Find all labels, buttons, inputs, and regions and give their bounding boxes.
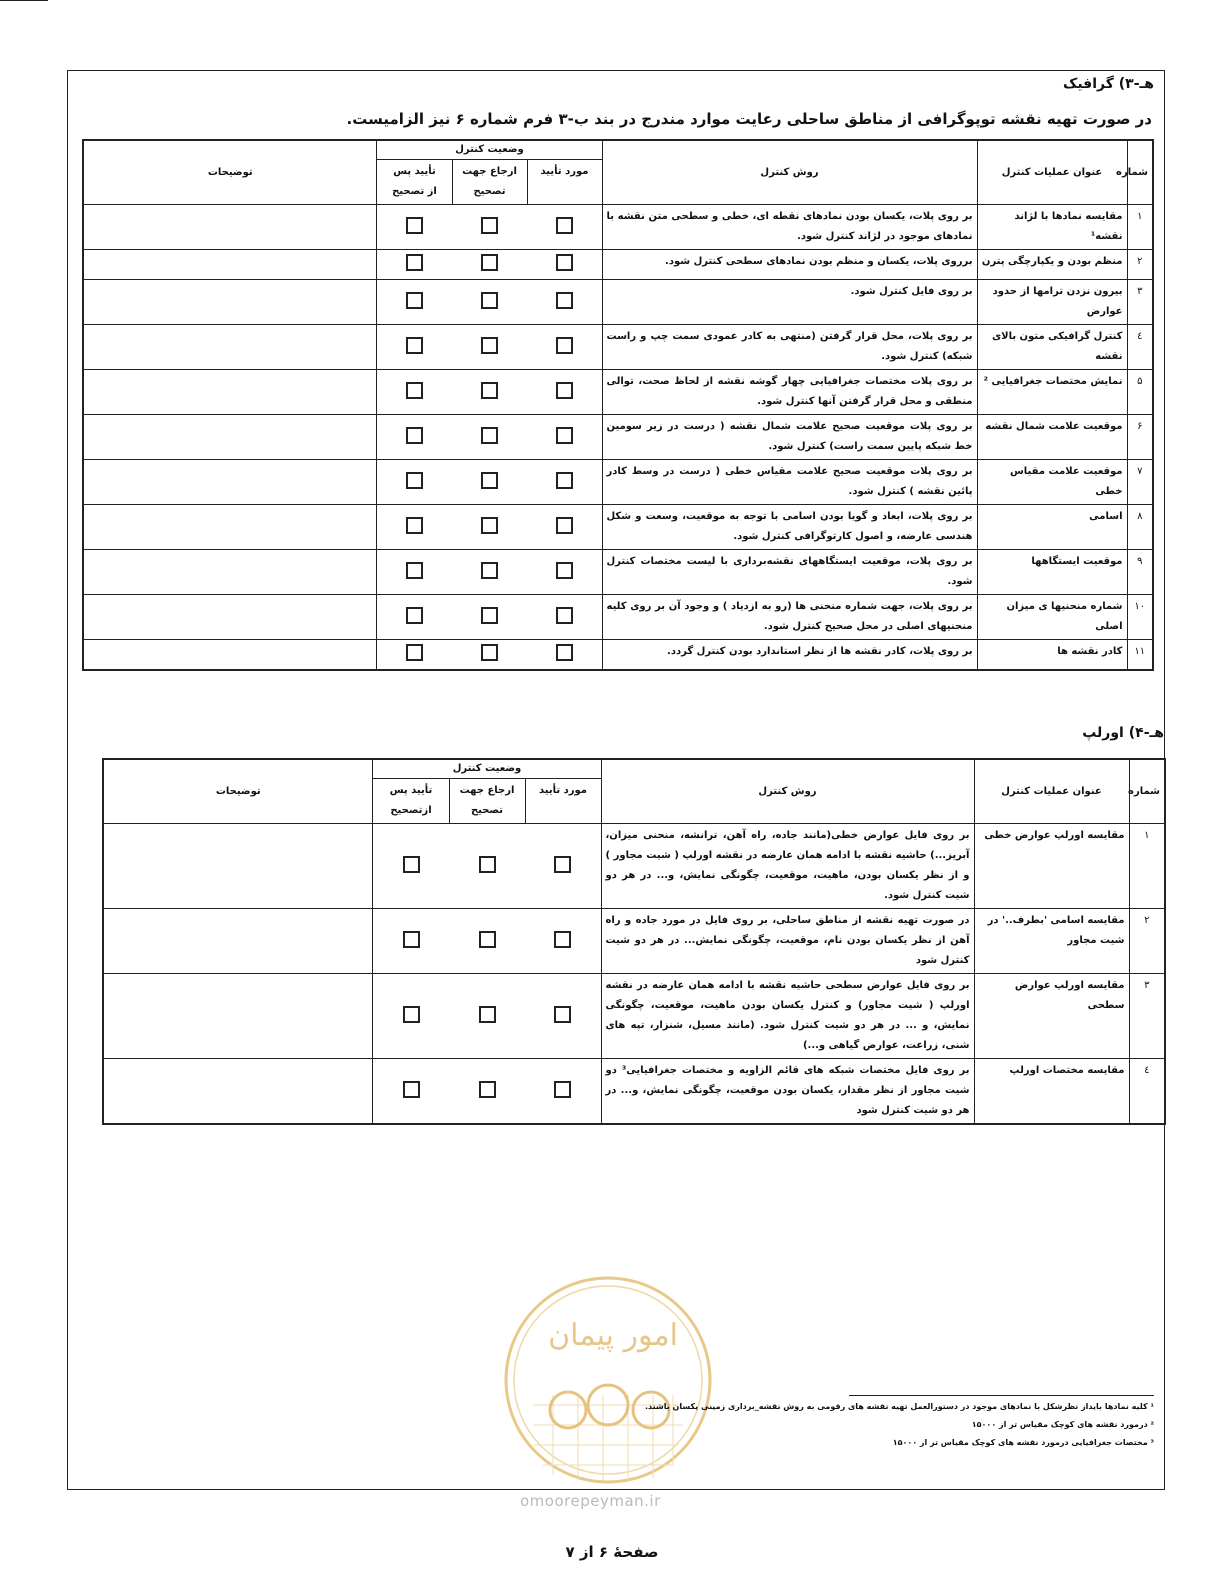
after-fix-cell: [373, 1059, 449, 1125]
return-cell: [452, 505, 527, 550]
row-number: ۷: [1127, 460, 1153, 505]
after-fix-checkbox[interactable]: [406, 217, 423, 234]
return-checkbox[interactable]: [481, 562, 498, 579]
header-approved: مورد تأیید: [525, 779, 601, 824]
after-fix-cell: [377, 370, 452, 415]
return-cell: [452, 325, 527, 370]
approved-cell: [525, 1059, 601, 1125]
row-title: موقعیت علامت مقیاس خطی: [977, 460, 1127, 505]
row-number: ۳: [1127, 280, 1153, 325]
header-method: روش کنترل: [602, 140, 977, 205]
after-fix-checkbox[interactable]: [406, 427, 423, 444]
row-notes: [103, 909, 373, 974]
row-number: ۱: [1129, 824, 1165, 909]
row-method: بر روی پلات، کادر نقشه ها از نظر استاندارد بودن کنترل گردد.: [602, 640, 977, 671]
after-fix-checkbox[interactable]: [406, 292, 423, 309]
row-title: منظم بودن و یکپارچگی پترن: [977, 250, 1127, 280]
row-notes: [103, 974, 373, 1059]
after-fix-checkbox[interactable]: [406, 607, 423, 624]
section-4-title: هـ-۴) اورلپ: [1082, 725, 1164, 741]
after-fix-checkbox[interactable]: [403, 931, 420, 948]
header-return: ارجاع جهت تصحیح: [449, 779, 525, 824]
table-row: [83, 640, 1153, 671]
section-3-title: هـ-۳) گرافیک: [1063, 76, 1154, 92]
approved-checkbox[interactable]: [554, 931, 571, 948]
section-3-intro: در صورت تهیه نقشه توپوگرافی از مناطق ساحلی رعایت موارد مندرج در بند ب-۳ فرم شماره ۶ نیز الزامیست.: [346, 110, 1152, 128]
after-fix-checkbox[interactable]: [406, 517, 423, 534]
return-cell: [449, 909, 525, 974]
row-method: بر روی پلات موقعیت صحیح علامت مقیاس خطی ( درست در وسط کادر پائین نقشه ) کنترل شود.: [602, 460, 977, 505]
overlap-control-table: [102, 758, 1166, 1125]
row-number: ۳: [1129, 974, 1165, 1059]
after-fix-checkbox[interactable]: [406, 254, 423, 271]
row-method: بر روی فایل عوارض سطحی حاشیه نقشه با ادامه همان عارضه در نقشه اورلپ ( شیت مجاور) و کنترل یکسان بودن ماهیت، موقعیت، چگونگی نمایش، و ... در هر دو شیت کنترل شود. (مانند مسیل، شنزار، تپه های شنی، زراعت، عوارض گیاهی و...): [601, 974, 974, 1059]
table-row: [83, 205, 1153, 250]
approved-checkbox[interactable]: [556, 337, 573, 354]
row-notes: [83, 280, 377, 325]
row-number: ۵: [1127, 370, 1153, 415]
row-notes: [103, 1059, 373, 1125]
approved-checkbox[interactable]: [556, 517, 573, 534]
return-cell: [449, 974, 525, 1059]
return-cell: [452, 205, 527, 250]
header-notes: توضیحات: [83, 140, 377, 205]
row-method: بر روی فایل کنترل شود.: [602, 280, 977, 325]
return-cell: [452, 415, 527, 460]
row-title: موقعیت علامت شمال نقشه: [977, 415, 1127, 460]
row-method: در صورت تهیه نقشه از مناطق ساحلی، بر روی فایل در مورد جاده و راه آهن از نظر یکسان بودن نام، موقعیت، چگونگی نمایش... در هر دو شیت کنترل شود: [601, 909, 974, 974]
approved-cell: [525, 909, 601, 974]
approved-checkbox[interactable]: [556, 292, 573, 309]
row-notes: [83, 550, 377, 595]
row-title: مقایسه اسامی 'بطرف..' در شیت مجاور: [974, 909, 1129, 974]
approved-checkbox[interactable]: [556, 644, 573, 661]
table-row: [83, 460, 1153, 505]
after-fix-cell: [377, 505, 452, 550]
row-notes: [83, 415, 377, 460]
after-fix-cell: [377, 205, 452, 250]
footnote-1: ¹ کلیه نمادها بایداز نظرشکل با نمادهای موجود در دستورالعمل تهیه نقشه های رقومی به روش نقشه_برداری زمینی یکسان باشند.: [644, 1402, 1154, 1411]
table-row: [83, 595, 1153, 640]
row-title: مقایسه مختصات اورلپ: [974, 1059, 1129, 1125]
approved-checkbox[interactable]: [556, 254, 573, 271]
table-row: [103, 824, 1165, 909]
approved-cell: [525, 974, 601, 1059]
approved-cell: [525, 824, 601, 909]
return-checkbox[interactable]: [481, 292, 498, 309]
after-fix-cell: [377, 460, 452, 505]
row-method: بر روی پلات، محل قرار گرفتن (منتهی به کادر عمودی سمت چپ و راست شبکه) کنترل شود.: [602, 325, 977, 370]
table-row: [83, 505, 1153, 550]
footnotes: [644, 1395, 1154, 1452]
row-number: ۱۰: [1127, 595, 1153, 640]
after-fix-checkbox[interactable]: [403, 1081, 420, 1098]
approved-checkbox[interactable]: [556, 217, 573, 234]
approved-checkbox[interactable]: [554, 1006, 571, 1023]
row-notes: [83, 460, 377, 505]
table-row: [103, 909, 1165, 974]
return-checkbox[interactable]: [481, 427, 498, 444]
header-status: وضعیت کنترل: [377, 140, 602, 160]
return-checkbox[interactable]: [479, 856, 496, 873]
header-notes: توضیحات: [103, 759, 373, 824]
row-number: ۸: [1127, 505, 1153, 550]
row-notes: [103, 824, 373, 909]
row-method: بر روی پلات مختصات جغرافیایی چهار گوشه نقشه از لحاظ صحت، توالی منطقی و محل قرار گرفتن آنها کنترل شود.: [602, 370, 977, 415]
approved-checkbox[interactable]: [556, 472, 573, 489]
row-title: شماره منحنیها ی میزان اصلی: [977, 595, 1127, 640]
row-method: برروی پلات، یکسان و منظم بودن نمادهای سطحی کنترل شود.: [602, 250, 977, 280]
company-seal-watermark: [503, 1275, 713, 1485]
row-method: بر روی فایل مختصات شبکه های قائم الزاویه و مختصات جغرافیایی³ دو شیت مجاور از نظر مقدار، یکسان بودن موقعیت، چگونگی نمایش، و... در هر دو شیت کنترل شود: [601, 1059, 974, 1125]
approved-checkbox[interactable]: [556, 607, 573, 624]
row-title: بیرون نزدن ترامها از حدود عوارض: [977, 280, 1127, 325]
row-notes: [83, 595, 377, 640]
after-fix-checkbox[interactable]: [403, 856, 420, 873]
return-cell: [452, 640, 527, 671]
return-cell: [449, 1059, 525, 1125]
row-method: بر روی پلات موقعیت صحیح علامت شمال نقشه ( درست در زیر سومین خط شبکه پایین سمت راست) کنترل شود.: [602, 415, 977, 460]
graphics-rows: [83, 205, 1153, 671]
after-fix-cell: [377, 595, 452, 640]
table-row: [83, 370, 1153, 415]
after-fix-checkbox[interactable]: [406, 472, 423, 489]
row-method: بر روی پلات، یکسان بودن نمادهای نقطه ای، خطی و سطحی متن نقشه با نمادهای موجود در لژاند کنترل شود.: [602, 205, 977, 250]
after-fix-cell: [373, 974, 449, 1059]
approved-checkbox[interactable]: [554, 1081, 571, 1098]
return-cell: [452, 370, 527, 415]
footnote-2: ² درمورد نقشه های کوچک مقیاس تر از ۱۵۰۰۰: [971, 1420, 1154, 1429]
table-row: [103, 974, 1165, 1059]
return-cell: [449, 824, 525, 909]
approved-checkbox[interactable]: [556, 382, 573, 399]
overlap-rows: [103, 824, 1165, 1125]
row-number: ۱: [1127, 205, 1153, 250]
after-fix-cell: [377, 640, 452, 671]
page-number: صفحهٔ ۶ از ۷: [565, 1543, 659, 1561]
header-after-fix: تأیید پس ازتصحیح: [373, 779, 449, 824]
return-cell: [452, 250, 527, 280]
row-title: اسامی: [977, 505, 1127, 550]
row-number: ۲: [1127, 250, 1153, 280]
after-fix-checkbox[interactable]: [406, 644, 423, 661]
approved-cell: [527, 640, 602, 671]
row-notes: [83, 250, 377, 280]
row-notes: [83, 205, 377, 250]
header-title: عنوان عملیات کنترل: [974, 759, 1129, 824]
table-row: [83, 415, 1153, 460]
return-checkbox[interactable]: [481, 337, 498, 354]
return-checkbox[interactable]: [481, 607, 498, 624]
after-fix-cell: [373, 909, 449, 974]
approved-cell: [527, 460, 602, 505]
return-checkbox[interactable]: [479, 931, 496, 948]
after-fix-cell: [377, 325, 452, 370]
website-watermark: omoorepeyman.ir: [520, 1492, 661, 1510]
row-title: مقایسه اورلپ عوارض سطحی: [974, 974, 1129, 1059]
header-number: شماره: [1127, 140, 1153, 205]
table-row: [83, 250, 1153, 280]
row-number: ۹: [1127, 550, 1153, 595]
after-fix-cell: [377, 280, 452, 325]
approved-checkbox[interactable]: [556, 562, 573, 579]
table-row: [83, 280, 1153, 325]
approved-cell: [527, 205, 602, 250]
approved-cell: [527, 550, 602, 595]
row-method: بر روی پلات، موقعیت ایستگاههای نقشه‌برداری با لیست مختصات کنترل شود.: [602, 550, 977, 595]
row-method: بر روی پلات، ابعاد و گویا بودن اسامی با توجه به موقعیت، وسعت و شکل هندسی عارضه، و اصول کارتوگرافی کنترل شود.: [602, 505, 977, 550]
return-checkbox[interactable]: [479, 1006, 496, 1023]
approved-cell: [527, 595, 602, 640]
row-title: کادر نقشه ها: [977, 640, 1127, 671]
after-fix-checkbox[interactable]: [406, 382, 423, 399]
after-fix-cell: [373, 824, 449, 909]
return-checkbox[interactable]: [481, 217, 498, 234]
return-cell: [452, 550, 527, 595]
return-checkbox[interactable]: [481, 472, 498, 489]
row-notes: [83, 505, 377, 550]
header-method: روش کنترل: [601, 759, 974, 824]
return-checkbox[interactable]: [481, 644, 498, 661]
after-fix-checkbox[interactable]: [406, 562, 423, 579]
approved-cell: [527, 280, 602, 325]
return-checkbox[interactable]: [479, 1081, 496, 1098]
after-fix-cell: [377, 550, 452, 595]
header-title: عنوان عملیات کنترل: [977, 140, 1127, 205]
row-method: بر روی پلات، جهت شماره منحنی ها (رو به ازدیاد ) و وجود آن بر روی کلیه منحنیهای اصلی در محل صحیح کنترل شود.: [602, 595, 977, 640]
row-title: مقایسه اورلپ عوارض خطی: [974, 824, 1129, 909]
approved-checkbox[interactable]: [554, 856, 571, 873]
header-approved: مورد تأیید: [527, 160, 602, 205]
header-return: ارجاع جهت تصحیح: [452, 160, 527, 205]
row-title: کنترل گرافیکی متون بالای نقشه: [977, 325, 1127, 370]
return-cell: [452, 280, 527, 325]
row-title: مقایسه نمادها با لژاند نقشه¹: [977, 205, 1127, 250]
approved-cell: [527, 250, 602, 280]
row-number: ۱۱: [1127, 640, 1153, 671]
row-notes: [83, 640, 377, 671]
row-notes: [83, 325, 377, 370]
row-title: نمایش مختصات جغرافیایی ²: [977, 370, 1127, 415]
row-number: ٤: [1127, 325, 1153, 370]
seal-text: امور پیمان: [548, 1318, 678, 1353]
table-row: [83, 550, 1153, 595]
row-notes: [83, 370, 377, 415]
row-method: بر روی فایل عوارض خطی(مانند جاده، راه آهن، ترانشه، منحنی میزان، آبریز...) حاشیه نقشه با ادامه همان عارضه در نقشه اورلپ ( شیت مجاور ) و از نظر یکسان بودن، ماهیت، موقعیت، چگونگی نمایش، و... در هر دو شیت کنترل شود.: [601, 824, 974, 909]
return-cell: [452, 595, 527, 640]
approved-checkbox[interactable]: [556, 427, 573, 444]
after-fix-cell: [377, 415, 452, 460]
header-after-fix: تأیید پس از تصحیح: [377, 160, 452, 205]
after-fix-checkbox[interactable]: [406, 337, 423, 354]
header-status: وضعیت کنترل: [373, 759, 601, 779]
header-number: شماره: [1129, 759, 1165, 824]
row-number: ۶: [1127, 415, 1153, 460]
return-cell: [452, 460, 527, 505]
approved-cell: [527, 370, 602, 415]
table-row: [103, 1059, 1165, 1125]
approved-cell: [527, 325, 602, 370]
approved-cell: [527, 505, 602, 550]
row-title: موقعیت ایستگاهها: [977, 550, 1127, 595]
return-checkbox[interactable]: [481, 382, 498, 399]
after-fix-cell: [377, 250, 452, 280]
row-number: ٤: [1129, 1059, 1165, 1125]
footnote-3: ³ مختصات جغرافیایی درمورد نقشه های کوچک مقیاس تر از ۱۵۰۰۰: [892, 1438, 1154, 1447]
row-number: ۲: [1129, 909, 1165, 974]
after-fix-checkbox[interactable]: [403, 1006, 420, 1023]
table-row: [83, 325, 1153, 370]
top-margin-line: [0, 0, 48, 1]
graphics-control-table: [82, 139, 1154, 671]
approved-cell: [527, 415, 602, 460]
return-checkbox[interactable]: [481, 254, 498, 271]
return-checkbox[interactable]: [481, 517, 498, 534]
